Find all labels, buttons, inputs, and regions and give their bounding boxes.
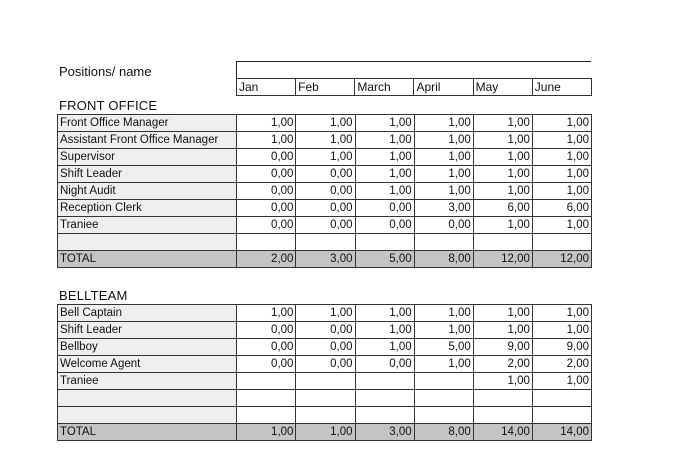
value-cell: 1,00 [473,217,532,234]
value-cell: 1,00 [355,339,414,356]
value-cell: 1,00 [414,132,473,149]
month-header-may: May [473,79,532,96]
empty-cell [296,407,355,424]
value-cell: 0,00 [296,356,355,373]
value-cell: 1,00 [355,149,414,166]
value-cell [414,373,473,390]
value-cell: 9,00 [473,339,532,356]
empty-cell [473,390,532,407]
table-row [58,183,592,200]
value-cell: 1,00 [237,115,296,132]
table-row [58,132,592,149]
value-cell [355,373,414,390]
bellteam-table [57,304,592,441]
header-band-left-border [236,61,237,78]
total-value-cell: 14,00 [532,424,591,441]
value-cell: 1,00 [355,305,414,322]
value-cell: 1,00 [355,115,414,132]
value-cell: 1,00 [532,132,591,149]
position-name-cell: Traniee [58,217,237,234]
positions-label: Positions/ name [59,64,152,79]
table-row [58,200,592,217]
value-cell [237,373,296,390]
value-cell: 1,00 [532,183,591,200]
value-cell: 0,00 [237,339,296,356]
value-cell: 0,00 [237,356,296,373]
value-cell: 1,00 [473,132,532,149]
empty-cell [237,234,296,251]
value-cell: 0,00 [296,217,355,234]
value-cell: 0,00 [237,149,296,166]
empty-row [58,407,592,424]
table-row [58,166,592,183]
value-cell: 1,00 [296,115,355,132]
month-header-table [236,78,592,96]
empty-cell [355,234,414,251]
value-cell: 0,00 [296,322,355,339]
value-cell: 1,00 [532,373,591,390]
empty-cell [532,407,591,424]
value-cell: 0,00 [296,183,355,200]
value-cell: 0,00 [237,166,296,183]
month-header-april: April [414,79,473,96]
value-cell: 1,00 [532,217,591,234]
value-cell: 1,00 [237,132,296,149]
value-cell: 6,00 [532,200,591,217]
value-cell: 1,00 [355,183,414,200]
total-value-cell: 3,00 [355,424,414,441]
empty-cell [355,407,414,424]
value-cell: 6,00 [473,200,532,217]
value-cell [296,373,355,390]
value-cell: 0,00 [414,217,473,234]
value-cell: 1,00 [473,166,532,183]
position-name-cell: Front Office Manager [58,115,237,132]
value-cell: 1,00 [296,132,355,149]
position-name-cell: Shift Leader [58,322,237,339]
value-cell: 1,00 [414,322,473,339]
table-row [58,373,592,390]
value-cell: 1,00 [237,305,296,322]
empty-cell [532,234,591,251]
empty-cell [58,390,237,407]
front-office-table [57,114,592,268]
value-cell: 1,00 [296,149,355,166]
empty-cell [237,390,296,407]
total-value-cell: 5,00 [355,251,414,268]
value-cell: 0,00 [355,356,414,373]
total-value-cell: 1,00 [296,424,355,441]
position-name-cell: Bellboy [58,339,237,356]
value-cell: 1,00 [473,305,532,322]
value-cell: 1,00 [414,183,473,200]
value-cell: 2,00 [532,356,591,373]
month-header-march: March [355,79,414,96]
table-row [58,115,592,132]
value-cell: 3,00 [414,200,473,217]
value-cell: 1,00 [414,166,473,183]
total-value-cell: 1,00 [237,424,296,441]
table-row [58,217,592,234]
empty-cell [58,407,237,424]
empty-row [58,390,592,407]
month-header-jan: Jan [237,79,296,96]
empty-cell [414,390,473,407]
value-cell: 1,00 [355,166,414,183]
empty-cell [473,234,532,251]
value-cell: 2,00 [473,356,532,373]
table-row [58,356,592,373]
value-cell: 1,00 [355,322,414,339]
value-cell: 1,00 [296,305,355,322]
empty-row [58,234,592,251]
empty-cell [58,234,237,251]
empty-cell [237,407,296,424]
total-value-cell: 3,00 [296,251,355,268]
table-row [58,305,592,322]
value-cell: 1,00 [532,166,591,183]
table-row [58,322,592,339]
position-name-cell: Traniee [58,373,237,390]
value-cell: 0,00 [237,217,296,234]
value-cell: 0,00 [296,166,355,183]
total-label: TOTAL [58,424,237,441]
empty-cell [414,407,473,424]
total-row [58,251,592,268]
value-cell: 1,00 [532,115,591,132]
table-row [58,149,592,166]
month-header-feb: Feb [296,79,355,96]
value-cell: 1,00 [414,149,473,166]
empty-cell [414,234,473,251]
value-cell: 1,00 [414,305,473,322]
total-value-cell: 12,00 [473,251,532,268]
position-name-cell: Supervisor [58,149,237,166]
value-cell: 0,00 [355,200,414,217]
table-row [58,339,592,356]
value-cell: 1,00 [473,149,532,166]
total-row [58,424,592,441]
front-office-title: FRONT OFFICE [59,98,158,113]
value-cell: 1,00 [473,115,532,132]
value-cell: 0,00 [237,322,296,339]
total-value-cell: 8,00 [414,251,473,268]
total-value-cell: 14,00 [473,424,532,441]
bellteam-title: BELLTEAM [59,288,128,303]
empty-cell [355,390,414,407]
value-cell: 9,00 [532,339,591,356]
position-name-cell: Reception Clerk [58,200,237,217]
position-name-cell: Shift Leader [58,166,237,183]
empty-cell [532,390,591,407]
value-cell: 1,00 [473,322,532,339]
header-band-top-border [236,61,591,62]
position-name-cell: Bell Captain [58,305,237,322]
value-cell: 0,00 [355,217,414,234]
month-header-june: June [532,79,591,96]
position-name-cell: Welcome Agent [58,356,237,373]
value-cell: 1,00 [532,305,591,322]
position-name-cell: Night Audit [58,183,237,200]
value-cell: 1,00 [473,183,532,200]
value-cell: 0,00 [237,183,296,200]
empty-cell [296,390,355,407]
total-value-cell: 8,00 [414,424,473,441]
value-cell: 5,00 [414,339,473,356]
position-name-cell: Assistant Front Office Manager [58,132,237,149]
value-cell: 1,00 [473,373,532,390]
empty-cell [473,407,532,424]
total-value-cell: 12,00 [532,251,591,268]
value-cell: 0,00 [237,200,296,217]
total-label: TOTAL [58,251,237,268]
value-cell: 1,00 [414,356,473,373]
value-cell: 1,00 [532,322,591,339]
value-cell: 1,00 [414,115,473,132]
value-cell: 0,00 [296,339,355,356]
value-cell: 1,00 [532,149,591,166]
total-value-cell: 2,00 [237,251,296,268]
value-cell: 0,00 [296,200,355,217]
value-cell: 1,00 [355,132,414,149]
empty-cell [296,234,355,251]
